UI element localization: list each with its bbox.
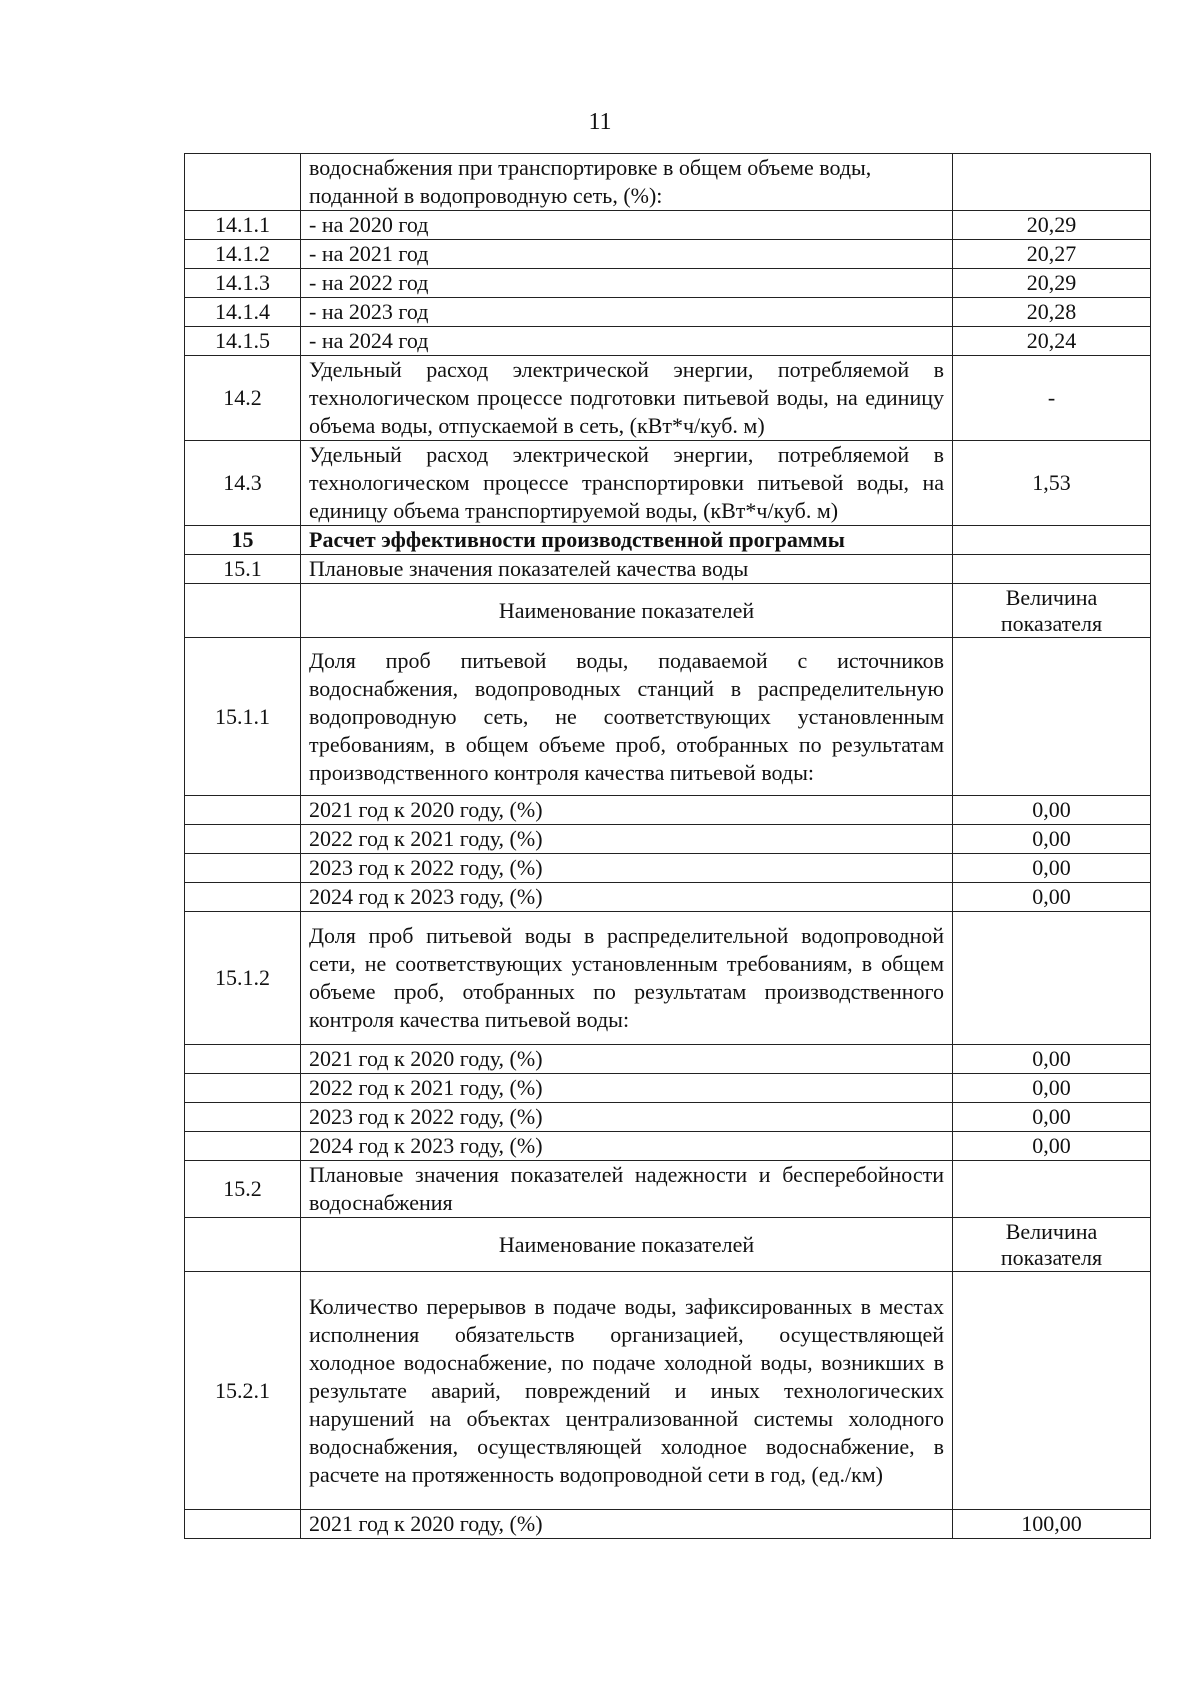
row-number bbox=[185, 1045, 301, 1074]
row-value: 20,24 bbox=[953, 327, 1151, 356]
column-header-name: Наименование показателей bbox=[301, 584, 953, 638]
row-text: - на 2020 год bbox=[301, 211, 953, 240]
row-number bbox=[185, 854, 301, 883]
section-title: Расчет эффективности производственной программы bbox=[301, 526, 953, 555]
table-row bbox=[185, 211, 1151, 240]
row-value: 0,00 bbox=[953, 854, 1151, 883]
indicators-table bbox=[184, 153, 1151, 1539]
table-row bbox=[185, 854, 1151, 883]
column-header-row bbox=[185, 1218, 1151, 1272]
row-text: 2022 год к 2021 году, (%) bbox=[301, 1074, 953, 1103]
row-number bbox=[185, 1132, 301, 1161]
table-row bbox=[185, 1272, 1151, 1510]
row-number: 15.1.1 bbox=[185, 638, 301, 796]
row-value: 1,53 bbox=[953, 441, 1151, 526]
row-value bbox=[953, 555, 1151, 584]
row-number: 15.1 bbox=[185, 555, 301, 584]
row-value: 20,27 bbox=[953, 240, 1151, 269]
row-value: 0,00 bbox=[953, 825, 1151, 854]
row-number: 14.1.3 bbox=[185, 269, 301, 298]
row-number: 14.1.2 bbox=[185, 240, 301, 269]
table-row bbox=[185, 796, 1151, 825]
row-text: 2021 год к 2020 году, (%) bbox=[301, 1510, 953, 1539]
row-value: 0,00 bbox=[953, 1045, 1151, 1074]
row-number: 15.1.2 bbox=[185, 912, 301, 1045]
row-number bbox=[185, 825, 301, 854]
table-row bbox=[185, 883, 1151, 912]
row-value bbox=[953, 1272, 1151, 1510]
row-number bbox=[185, 584, 301, 638]
table-row bbox=[185, 912, 1151, 1045]
row-number: 14.3 bbox=[185, 441, 301, 526]
row-value: 0,00 bbox=[953, 883, 1151, 912]
row-value: 0,00 bbox=[953, 1103, 1151, 1132]
row-value bbox=[953, 638, 1151, 796]
row-value: 20,29 bbox=[953, 269, 1151, 298]
row-number: 14.1.1 bbox=[185, 211, 301, 240]
table-row bbox=[185, 356, 1151, 441]
table-row bbox=[185, 825, 1151, 854]
row-text: Плановые значения показателей надежности и бесперебойности водоснабжения bbox=[301, 1161, 953, 1218]
column-header-name: Наименование показателей bbox=[301, 1218, 953, 1272]
row-text: 2022 год к 2021 году, (%) bbox=[301, 825, 953, 854]
section-header-row bbox=[185, 526, 1151, 555]
row-number: 15.2.1 bbox=[185, 1272, 301, 1510]
row-text: 2024 год к 2023 году, (%) bbox=[301, 883, 953, 912]
row-number bbox=[185, 1218, 301, 1272]
row-value: 100,00 bbox=[953, 1510, 1151, 1539]
row-text: водоснабжения при транспортировке в общем объеме воды, поданной в водопроводную сеть, (%): bbox=[301, 154, 953, 211]
row-text: 2021 год к 2020 году, (%) bbox=[301, 796, 953, 825]
row-number: 15.2 bbox=[185, 1161, 301, 1218]
column-header-row bbox=[185, 584, 1151, 638]
column-header-value: Величина показателя bbox=[953, 1218, 1151, 1272]
row-number: 14.2 bbox=[185, 356, 301, 441]
row-text: 2023 год к 2022 году, (%) bbox=[301, 1103, 953, 1132]
row-text: Плановые значения показателей качества воды bbox=[301, 555, 953, 584]
table-row bbox=[185, 154, 1151, 211]
table-row bbox=[185, 1510, 1151, 1539]
row-text: - на 2023 год bbox=[301, 298, 953, 327]
table-row bbox=[185, 269, 1151, 298]
table-row bbox=[185, 441, 1151, 526]
row-value: 20,28 bbox=[953, 298, 1151, 327]
row-value: 20,29 bbox=[953, 211, 1151, 240]
row-value: 0,00 bbox=[953, 1132, 1151, 1161]
row-text: Удельный расход электрической энергии, потребляемой в технологическом процессе транспортировки питьевой воды, на единицу объема транспортируемой воды, (кВт*ч/куб. м) bbox=[301, 441, 953, 526]
table-row bbox=[185, 1161, 1151, 1218]
row-number bbox=[185, 1103, 301, 1132]
row-text: 2021 год к 2020 году, (%) bbox=[301, 1045, 953, 1074]
page-number: 11 bbox=[588, 109, 612, 135]
table-row bbox=[185, 240, 1151, 269]
row-text: 2024 год к 2023 году, (%) bbox=[301, 1132, 953, 1161]
row-text: Доля проб питьевой воды в распределительной водопроводной сети, не соответствующих установленным требованиям, в общем объеме проб, отобранных по результатам производственного контроля качества питьевой воды: bbox=[301, 912, 953, 1045]
table-row bbox=[185, 555, 1151, 584]
table-row bbox=[185, 638, 1151, 796]
row-number bbox=[185, 1510, 301, 1539]
row-text: Удельный расход электрической энергии, потребляемой в технологическом процессе подготовки питьевой воды, на единицу объема воды, отпускаемой в сеть, (кВт*ч/куб. м) bbox=[301, 356, 953, 441]
row-text: - на 2021 год bbox=[301, 240, 953, 269]
row-number bbox=[185, 154, 301, 211]
row-text: Доля проб питьевой воды, подаваемой с источников водоснабжения, водопроводных станций в распределительную водопроводную сеть, не соответствующих установленным требованиям, в общем объеме проб, отобранных по результатам производственного контроля качества питьевой воды: bbox=[301, 638, 953, 796]
row-text: - на 2022 год bbox=[301, 269, 953, 298]
row-number bbox=[185, 796, 301, 825]
table-row bbox=[185, 1045, 1151, 1074]
row-text: 2023 год к 2022 году, (%) bbox=[301, 854, 953, 883]
section-number: 15 bbox=[185, 526, 301, 555]
row-value bbox=[953, 912, 1151, 1045]
table-row bbox=[185, 298, 1151, 327]
row-number: 14.1.5 bbox=[185, 327, 301, 356]
row-value bbox=[953, 1161, 1151, 1218]
row-value: 0,00 bbox=[953, 1074, 1151, 1103]
column-header-value: Величина показателя bbox=[953, 584, 1151, 638]
row-value bbox=[953, 154, 1151, 211]
row-value: - bbox=[953, 356, 1151, 441]
table-row bbox=[185, 1132, 1151, 1161]
table-row bbox=[185, 1103, 1151, 1132]
row-value: 0,00 bbox=[953, 796, 1151, 825]
table-row bbox=[185, 1074, 1151, 1103]
row-number bbox=[185, 883, 301, 912]
row-number: 14.1.4 bbox=[185, 298, 301, 327]
row-number bbox=[185, 1074, 301, 1103]
row-value bbox=[953, 526, 1151, 555]
table-row bbox=[185, 327, 1151, 356]
row-text: Количество перерывов в подаче воды, зафиксированных в местах исполнения обязательств организацией, осуществляющей холодное водоснабжение, по подаче холодной воды, возникших в результате аварий, повреждений и иных технологических нарушений на объектах централизованной системы холодного водоснабжения, осуществляющей холодное водоснабжение, в расчете на протяженность водопроводной сети в год, (ед./км) bbox=[301, 1272, 953, 1510]
row-text: - на 2024 год bbox=[301, 327, 953, 356]
